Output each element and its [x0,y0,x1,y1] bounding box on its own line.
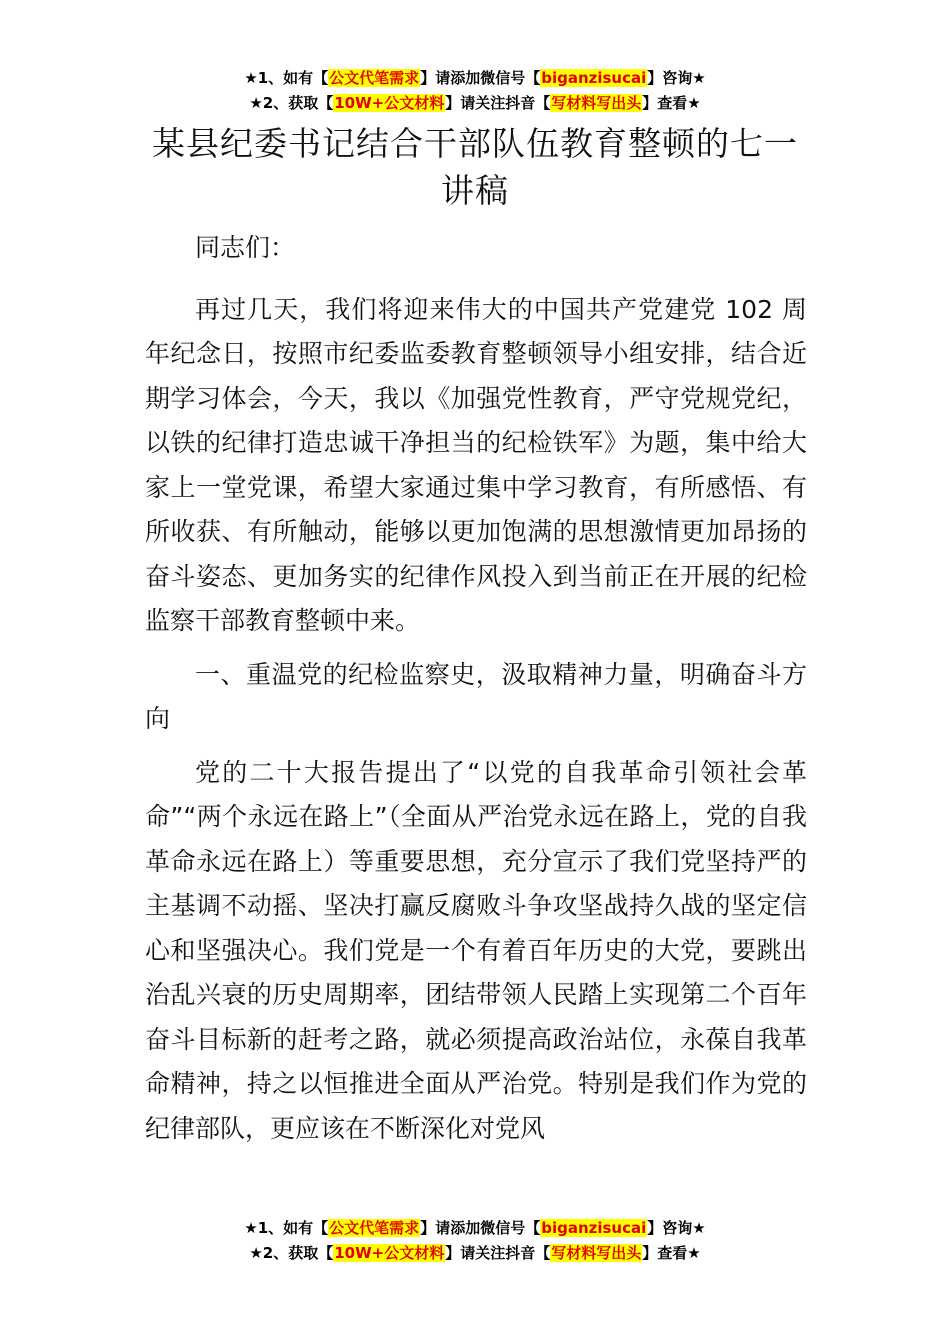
banner-highlight: 公文代笔需求 [329,69,420,87]
banner-text: 】咨询★ [647,69,706,87]
banner-highlight: 10W+公文材料 [334,94,445,112]
header-banner [0,66,950,116]
banner-line-1 [0,1216,950,1241]
banner-text: ★2、获取【 [249,1244,334,1262]
banner-text: ★1、如有【 [244,1219,329,1237]
section-heading-1: 一、重温党的纪检监察史，汲取精神力量，明确奋斗方向 [145,659,807,733]
banner-text: 】咨询★ [647,1219,706,1237]
banner-text: 】查看★ [642,1244,701,1262]
banner-line-2 [0,91,950,116]
salutation: 同志们： [195,233,296,262]
banner-text: 】查看★ [642,94,701,112]
banner-text: 】请添加微信号【 [420,1219,541,1237]
douyin-id-highlight: 写材料写出头 [551,94,642,112]
banner-text: 】请添加微信号【 [420,69,541,87]
douyin-id-highlight: 写材料写出头 [551,1244,642,1262]
banner-line-2 [0,1241,950,1266]
wechat-id-highlight: biganzisucai [541,1219,647,1237]
paragraph-body: 党的二十大报告提出了“以党的自我革命引领社会革命”“两个永远在路上”（全面从严治党永远在路上，党的自我革命永远在路上）等重要思想，充分宣示了我们党坚持严的主基调不动摇、坚决打赢反腐败斗争攻坚战持久战的坚定信心和坚强决心。我们党是一个有着百年历史的大党，要跳出治乱兴衰的历史周期率，团结带领人民踏上实现第二个百年奋斗目标新的赶考之路，就必须提高政治站位，永葆自我革命精神，持之以恒推进全面从严治党。特别是我们作为党的纪律部队，更应该在不断深化对党风 [145,757,807,1143]
wechat-id-highlight: biganzisucai [541,69,647,87]
banner-highlight: 公文代笔需求 [329,1219,420,1237]
banner-text: 】请关注抖音【 [445,1244,551,1262]
footer-banner [0,1216,950,1266]
banner-highlight: 10W+公文材料 [334,1244,445,1262]
banner-text: ★1、如有【 [244,69,329,87]
document-body [145,226,807,1160]
paragraph-intro: 再过几天，我们将迎来伟大的中国共产党建党 102 周年纪念日，按照市纪委监委教育整顿领导小组安排，结合近期学习体会，今天，我以《加强党性教育，严守党规党纪，以铁的纪律打造忠诚干净担当的纪检铁军》为题，集中给大家上一堂党课，希望大家通过集中学习教育，有所感悟、有所收获、有所触动，能够以更加饱满的思想激情更加昂扬的奋斗姿态、更加务实的纪律作风投入到当前正在开展的纪检监察干部教育整顿中来。 [145,294,807,635]
banner-line-1 [0,66,950,91]
banner-text: ★2、获取【 [249,94,334,112]
banner-text: 】请关注抖音【 [445,94,551,112]
document-title: 某县纪委书记结合干部队伍教育整顿的七一讲稿 [152,124,798,210]
